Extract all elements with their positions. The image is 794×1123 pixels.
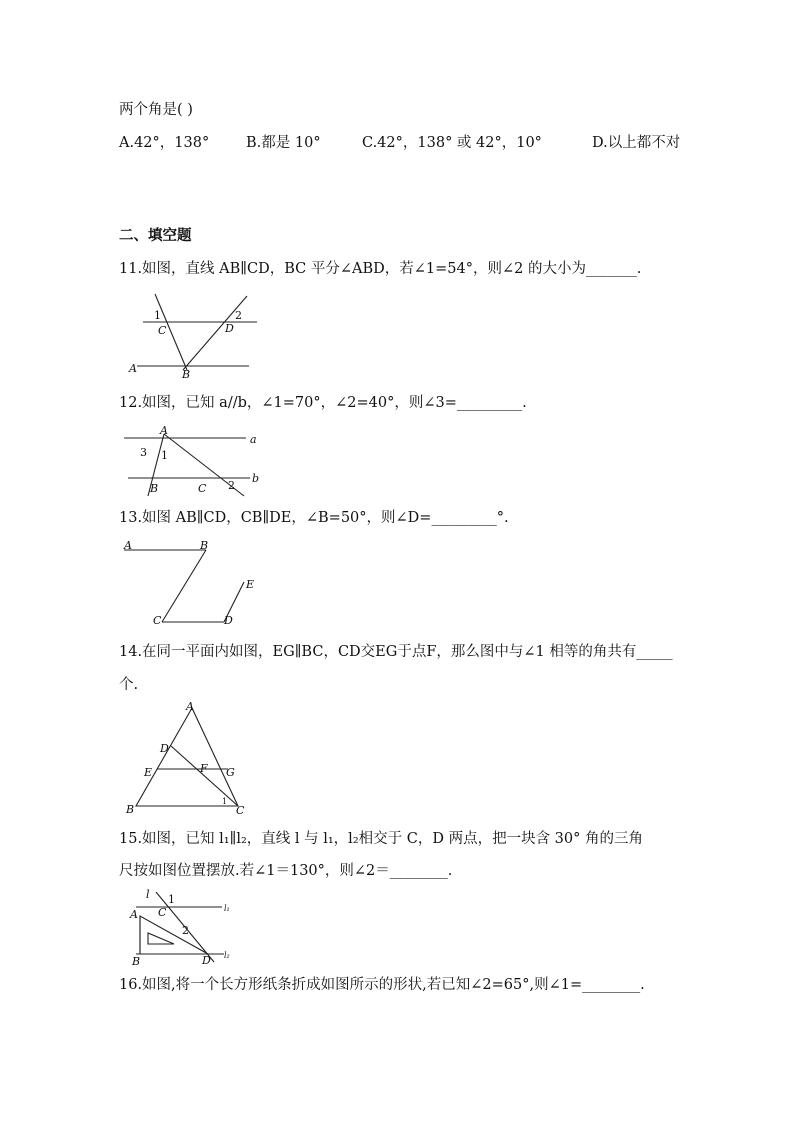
q11-text: 11.如图，直线 AB∥CD，BC 平分∠ABD，若∠1=54°，则∠2 的大小为_______. [119,261,642,277]
q11-label-a: A [129,362,137,375]
q11-label-d: D [225,322,234,335]
q15-line2: 尺按如图位置摆放.若∠1＝130°，则∠2＝________. [119,863,453,879]
q12-label-1: 1 [161,449,168,462]
q14-label-a: A [186,700,194,713]
q10-option-d: D.以上都不对 [592,135,681,151]
q14-line1: 14.在同一平面内如图，EG∥BC，CD交EG于点F，那么图中与∠1 相等的角共有_____ [119,644,673,660]
q13-figure [120,540,270,630]
q12-figure [120,422,270,500]
q14-label-1: 1 [222,797,228,806]
q12-text: 12.如图，已知 a//b，∠1=70°，∠2=40°，则∠3=_________. [119,395,527,411]
q15-label-1: 1 [168,893,175,906]
q11-figure [125,290,265,380]
q10-option-a: A.42°，138° [119,135,210,151]
q14-label-e: E [144,766,153,779]
q15-label-d: D [202,954,211,967]
q11-label-2: 2 [235,309,242,322]
q10-stem-tail: 两个角是( ) [119,102,193,118]
q13-label-d: D [224,614,233,627]
q15-label-l2: l₂ [224,951,230,960]
q14-line2: 个. [119,677,139,693]
q14-label-d: D [160,742,169,755]
q12-label-line-b: b [252,472,260,485]
q15-label-c: C [158,906,167,919]
q12-label-3: 3 [140,446,147,459]
q15-label-2: 2 [182,924,189,937]
q13-label-a: A [124,539,132,552]
q13-line-bc [162,550,206,622]
q10-option-c: C.42°，138° 或 42°，10° [362,135,542,151]
q12-label-b: B [150,482,159,495]
q14-label-g: G [226,766,235,779]
section-title: 二、填空题 [119,228,192,244]
q11-label-c: C [158,324,167,337]
q14-label-f: F [200,762,208,775]
q13-label-c: C [153,614,162,627]
q16-text: 16.如图,将一个长方形纸条折成如图所示的形状,若已知∠2=65°,则∠1=________. [119,977,645,993]
q12-label-line-a: a [250,433,257,446]
q15-label-a: A [130,908,138,921]
q13-label-e: E [246,578,255,591]
q11-label-b: B [182,368,191,381]
q11-label-1: 1 [154,309,161,322]
q10-option-b: B.都是 10° [246,135,321,151]
q15-triangle-ruler [140,916,208,954]
q14-triangle-abc [136,708,238,806]
q12-label-2: 2 [228,479,235,492]
q15-figure [120,886,240,966]
q11-line-bd [183,296,247,370]
q14-figure [120,698,260,820]
q15-label-l1: l₁ [224,904,230,913]
q15-ruler-hole [148,933,174,944]
q15-line1: 15.如图，已知 l₁∥l₂，直线 l 与 l₁，l₂相交于 C，D 两点，把一块含 30° 角的三角 [119,831,643,847]
q15-label-l: l [146,888,150,901]
q15-label-b: B [132,955,141,968]
q13-label-b: B [200,539,209,552]
q12-label-a: A [160,424,168,437]
q14-label-b: B [126,803,135,816]
q13-text: 13.如图 AB∥CD，CB∥DE，∠B=50°，则∠D=_________°. [119,510,509,526]
q12-label-c: C [198,482,207,495]
q14-label-c: C [236,804,245,817]
